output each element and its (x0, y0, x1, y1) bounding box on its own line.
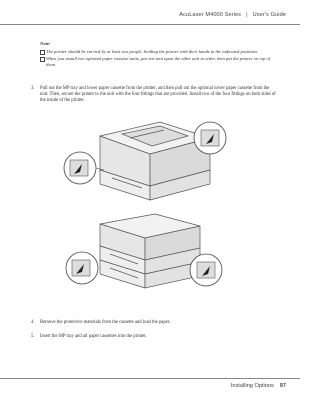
printer-installation-figure-top (60, 108, 232, 208)
checkbox-bullet-icon (40, 57, 45, 62)
step-text: Remove the protective materials from the cassette and load the paper. (40, 320, 171, 325)
note-item-text: When you install two optional paper cassette units, put one unit upon the other unit in order, then put the printer on top of them. (46, 56, 271, 67)
checkbox-bullet-icon (40, 50, 45, 55)
note-item-text: The printer should be carried by at least two people, holding the printer with their hands in the indicated positions. (46, 48, 259, 54)
running-header (179, 12, 286, 18)
note-item (40, 49, 280, 55)
guide-name: User's Guide (252, 12, 286, 18)
step-3 (31, 86, 276, 105)
page-number: 97 (279, 383, 286, 389)
note-label: Note: (40, 41, 51, 46)
header-rule (0, 24, 300, 25)
step-5 (31, 334, 276, 340)
product-name: AcuLaser M4000 Series (179, 12, 242, 18)
printer-installation-figure-bottom (60, 210, 232, 306)
note-item (40, 56, 280, 68)
section-name: Installing Options (230, 383, 274, 389)
header-separator: | (246, 12, 248, 18)
note-block (40, 41, 280, 68)
step-text: Pull out the MP tray and lower paper cassette from the printer, and then pull out the optional lower paper cassette from the unit. Then, secure the printer to the unit with the four fittings that are provided. Install two of the four fittings on both sides of the inside of the printer. (40, 86, 276, 104)
step-number: 5. (31, 334, 35, 339)
step-number: 4. (31, 320, 35, 325)
step-number: 3. (31, 86, 35, 91)
footer-rule (0, 378, 300, 379)
step-text: Insert the MP tray and all paper cassettes into the printer. (40, 334, 147, 339)
running-footer (231, 383, 286, 389)
step-4 (31, 320, 276, 326)
